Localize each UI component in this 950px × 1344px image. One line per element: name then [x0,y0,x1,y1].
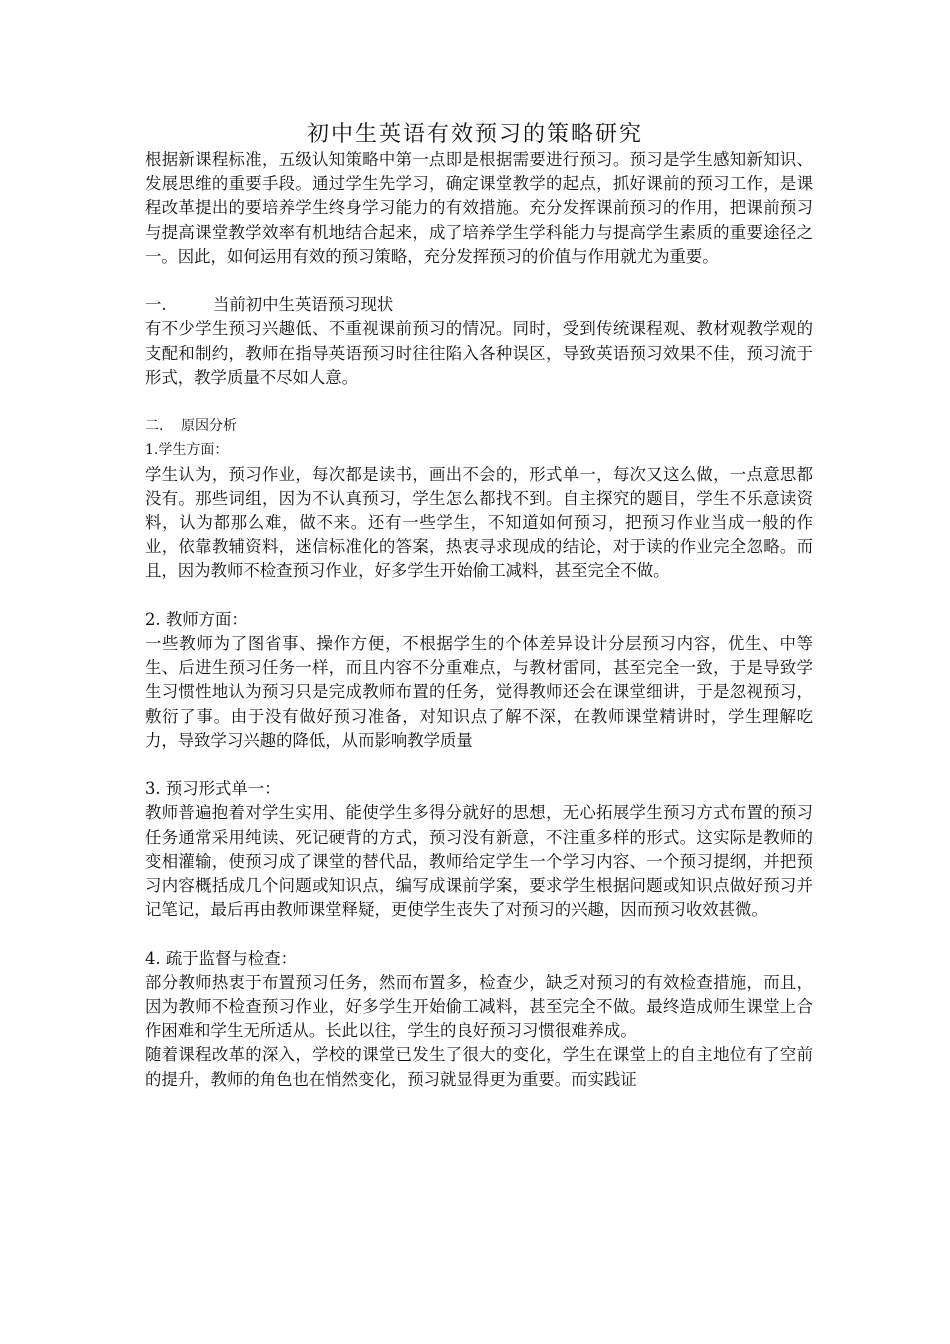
spacer [145,269,813,293]
subsection-1-heading: 1.学生方面： [145,442,229,459]
section-1-paragraph: 有不少学生预习兴趣低、不重视课前预习的情况。同时，受到传统课程观、教材观教学观的支配和制约，教师在指导英语预习时往往陷入各种误区，导致英语预习效果不佳，预习流于形式，教学质量不尽如人意。 [145,319,813,387]
subsection-4-paragraph-2: 随着课程改革的深入，学校的课堂已发生了很大的变化，学生在课堂上的自主地位有了空前的提升，教师的角色也在悄然变化，预习就显得更为重要。而实践证 [145,1045,813,1089]
subsection-3-paragraph: 教师普遍抱着对学生实用、能使学生多得分就好的思想，无心拓展学生预习方式布置的预习任务通常采用纯读、死记硬背的方式，预习没有新意，不注重多样的形式。这实际是教师的变相灌输，使预习成了课堂的替代品，教师给定学生一个学习内容、一个预习提纲，并把预习内容概括成几个问题或知识点，编写成课前学案，要求学生根据问题或知识点做好预习并记笔记，最后再由教师课堂释疑，更使学生丧失了对预习的兴趣，因而预习收效甚微。 [145,803,813,920]
spacer [145,922,813,946]
section-2-number: 二. [145,418,164,435]
section-1-title: 当前初中生英语预习现状 [213,295,394,315]
section-2-title: 原因分析 [181,418,237,435]
subsection-4-paragraph: 部分教师热衷于布置预习任务，然而布置多，检查少，缺乏对预习的有效检查措施，而且，因为教师不检查预习作业，好多学生开始偷工减料，甚至完全不做。最终造成师生课堂上合作困难和学生无所适从。长此以往，学生的良好预习习惯很难养成。 [145,972,813,1041]
spacer [145,753,813,777]
subsection-2-heading: 2. 教师方面： [145,609,248,629]
section-2-heading [145,414,813,438]
subsection-1-paragraph: 学生认为，预习作业，每次都是读书，画出不会的，形式单一，每次又这么做，一点意思都没有。那些词组，因为不认真预习，学生怎么都找不到。自主探究的题目，学生不乐意读资料，认为都那么难，做不来。还有一些学生，不知道如何预习，把预习作业当成一般的作业，依靠教辅资料，迷信标准化的答案，热衷寻求现成的结论，对于读的作业完全忽略。而且，因为教师不检查预习作业，好多学生开始偷工减料，甚至完全不做。 [145,464,813,581]
document-body [145,148,813,1092]
document-title: 初中生英语有效预习的策略研究 [306,122,643,147]
spacer [145,390,813,414]
subsection-2-paragraph: 一些教师为了图省事、操作方便，不根据学生的个体差异设计分层预习内容，优生、中等生、后进生预习任务一样，而且内容不分重难点，与教材雷同，甚至完全一致，于是导致学生习惯性地认为预习只是完成教师布置的任务，觉得教师还会在课堂细讲，于是忽视预习，敷衍了事。由于没有做好预习准备，对知识点了解不深，在教师课堂精讲时，学生理解吃力，导致学习兴趣的降低，从而影响教学质量 [145,634,813,750]
section-1-heading [145,293,813,317]
spacer [145,584,813,608]
subsection-4-heading: 4. 疏于监督与检查： [145,948,297,968]
intro-paragraph: 根据新课程标准，五级认知策略中第一点即是根据需要进行预习。预习是学生感知新知识、发展思维的重要手段。通过学生先学习，确定课堂教学的起点，抓好课前的预习工作，是课程改革提出的要培养学生终身学习能力的有效措施。充分发挥课前预习的作用，把课前预习与提高课堂教学效率有机地结合起来，成了培养学生学科能力与提高学生素质的重要途径之一。因此，如何运用有效的预习策略，充分发挥预习的价值与作用就尤为重要。 [145,150,813,266]
subsection-3-heading: 3. 预习形式单一： [145,779,281,799]
section-1-number: 一. [145,295,167,315]
